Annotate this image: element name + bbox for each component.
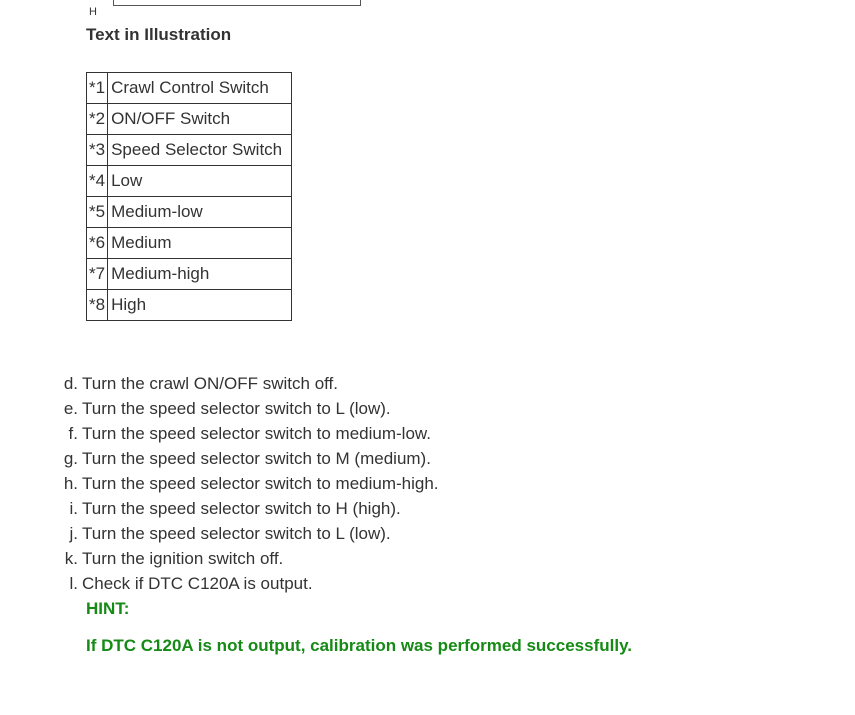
section-heading: Text in Illustration	[86, 25, 232, 44]
step-marker: i.	[69, 499, 78, 518]
legend-key: *3	[87, 135, 108, 166]
step-marker: d.	[63, 374, 78, 393]
legend-text: Low	[108, 166, 292, 197]
illustration-frame	[113, 0, 361, 6]
list-item	[0, 546, 439, 571]
list-item	[0, 496, 439, 521]
step-text: Turn the speed selector switch to M (medium).	[82, 449, 431, 468]
list-item	[0, 571, 439, 596]
list-item	[0, 471, 439, 496]
legend-key: *5	[87, 197, 108, 228]
legend-text: Medium-low	[108, 197, 292, 228]
step-text: Check if DTC C120A is output.	[82, 574, 313, 593]
list-item	[0, 446, 439, 471]
list-item	[0, 421, 439, 446]
legend-key: *1	[87, 73, 108, 104]
legend-key: *6	[87, 228, 108, 259]
table-row	[87, 73, 292, 104]
legend-text: Crawl Control Switch	[108, 73, 292, 104]
step-text: Turn the crawl ON/OFF switch off.	[82, 374, 339, 393]
procedure-steps	[0, 371, 439, 596]
table-row	[87, 259, 292, 290]
legend-key: *7	[87, 259, 108, 290]
step-marker: g.	[63, 449, 78, 468]
table-row	[87, 228, 292, 259]
step-marker: f.	[68, 424, 78, 443]
table-row	[87, 197, 292, 228]
hint-text: If DTC C120A is not output, calibration was performed successfully.	[86, 636, 632, 655]
step-marker: k.	[64, 549, 78, 568]
step-text: Turn the ignition switch off.	[82, 549, 284, 568]
step-marker: e.	[63, 399, 78, 418]
legend-text: Speed Selector Switch	[108, 135, 292, 166]
table-row	[87, 104, 292, 135]
legend-text: High	[108, 290, 292, 321]
illustration-legend-table	[86, 72, 292, 321]
hint-label: HINT:	[86, 599, 130, 618]
list-item	[0, 371, 439, 396]
step-text: Turn the speed selector switch to L (low).	[82, 524, 391, 543]
illustration-callout-label: H	[89, 6, 97, 18]
legend-key: *8	[87, 290, 108, 321]
step-text: Turn the speed selector switch to H (high).	[82, 499, 401, 518]
table-row	[87, 166, 292, 197]
step-text: Turn the speed selector switch to medium-high.	[82, 474, 439, 493]
legend-text: Medium	[108, 228, 292, 259]
step-text: Turn the speed selector switch to medium-low.	[82, 424, 431, 443]
step-marker: j.	[69, 524, 78, 543]
list-item	[0, 396, 439, 421]
table-row	[87, 290, 292, 321]
list-item	[0, 521, 439, 546]
legend-text: ON/OFF Switch	[108, 104, 292, 135]
table-row	[87, 135, 292, 166]
step-marker: l.	[69, 574, 78, 593]
legend-text: Medium-high	[108, 259, 292, 290]
step-marker: h.	[63, 474, 78, 493]
step-text: Turn the speed selector switch to L (low).	[82, 399, 391, 418]
legend-key: *4	[87, 166, 108, 197]
legend-key: *2	[87, 104, 108, 135]
